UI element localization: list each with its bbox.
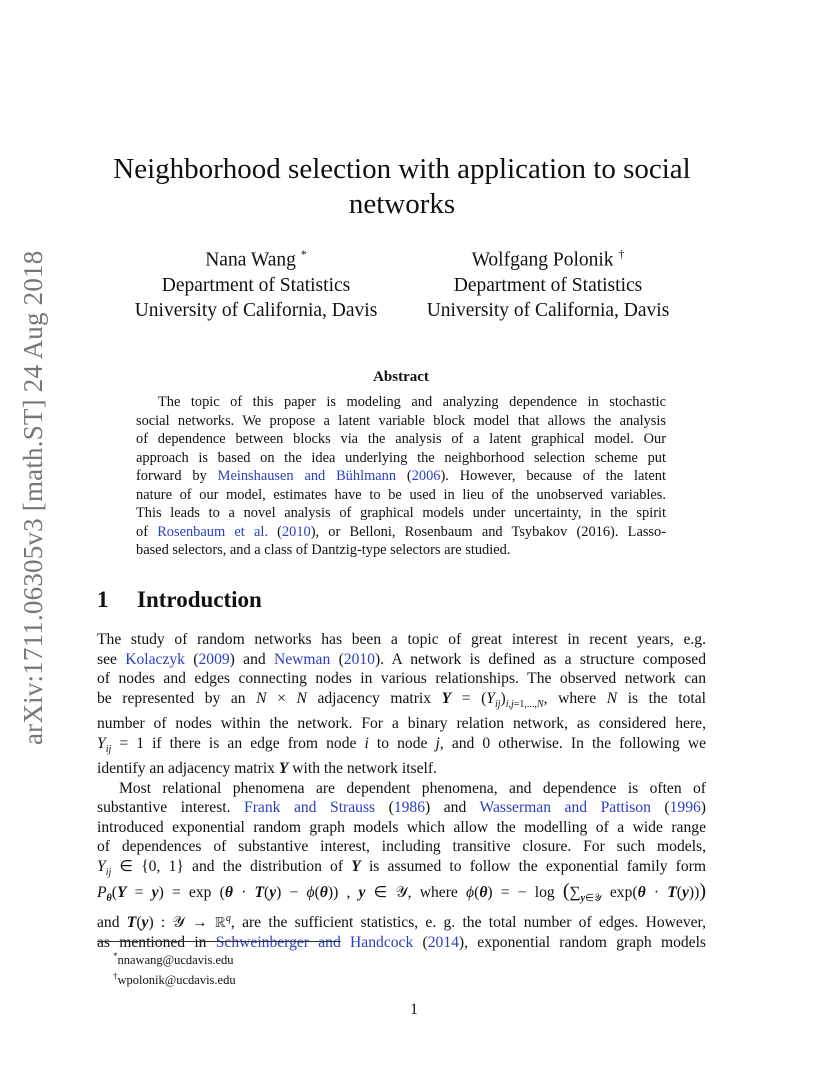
footnote-mark[interactable]: *: [300, 247, 307, 261]
body-text: [97, 630, 706, 952]
author-affiliation: University of California, Davis: [426, 299, 670, 321]
citation-link[interactable]: Rosenbaum et al.: [157, 523, 268, 540]
abstract-line: The topic of this paper is modeling and analyzing dependence in stochastic: [158, 394, 666, 410]
section-heading: [97, 587, 262, 613]
arxiv-stamp: arXiv:1711.06305v3 [math.ST] 24 Aug 2018: [18, 250, 48, 745]
footnote-email: nnawang@ucdavis.edu: [117, 953, 234, 968]
body-line: $P_\theta(Y = y) = \exp (\theta \cdot T(y) - \phi(\theta))$ , y ∈ 𝒴, where ϕ(θ) = − $\log (\sum_{y\in 𝒴}$ exp(θ · T(y))): [97, 880, 706, 905]
body-line: and T(y) : 𝒴 → ℝ$^q$, are the sufficient statistics, e. g. the total number of edges. However,: [97, 912, 706, 932]
author-name: Nana Wang: [205, 249, 296, 271]
footnotes: [113, 948, 236, 988]
abstract-heading: Abstract: [373, 369, 429, 385]
citation-year-link[interactable]: 1986: [393, 799, 425, 817]
citation-year-link[interactable]: 2006: [411, 468, 441, 484]
abstract-text: [136, 393, 666, 560]
body-line: of nodes and edges connecting nodes in various relationships. The observed network can: [97, 670, 706, 687]
body-line: of dependences of substantive interest, including transitive closure. For such models,: [97, 838, 706, 856]
citation-link[interactable]: Frank and Strauss: [244, 799, 376, 817]
author-department: Department of Statistics: [161, 274, 351, 296]
citation-link[interactable]: Meinshausen and Bühlmann: [217, 468, 397, 484]
author-name: Wolfgang Polonik: [471, 249, 614, 271]
abstract-line: of Rosenbaum et al. (2010), or Belloni, Rosenbaum and Tsybakov (2016). Lasso-: [136, 523, 667, 540]
footnote-mark[interactable]: †: [618, 247, 625, 261]
body-line: as mentioned in Schweinberger and Handcock (2014), exponential random graph models: [97, 933, 707, 951]
body-line: identify an adjacency matrix Y with the network itself.: [97, 760, 437, 778]
citation-link[interactable]: Newman: [273, 650, 331, 668]
section-number: 1: [97, 587, 109, 612]
citation-year-link[interactable]: 2014: [427, 933, 459, 951]
abstract-line: social networks. We propose a latent variable block model that allows the analysis: [136, 412, 666, 429]
page-number: 1: [410, 1001, 418, 1018]
author-affiliation: University of California, Davis: [134, 299, 378, 321]
body-line: Most relational phenomena are dependent phenomena, and dependence is often of: [119, 779, 706, 797]
footnote-email: wpolonik@ucdavis.edu: [117, 973, 236, 988]
body-line: number of nodes within the network. For a binary relation network, as considered here,: [97, 715, 706, 733]
body-line: The study of random networks has been a topic of great interest in recent years, e.g.: [97, 631, 706, 648]
body-line: $Y_{ij}$ ∈ {0, 1} and the distribution of Y is assumed to follow the exponential family form: [97, 857, 706, 878]
body-line: introduced exponential random graph models which allow the modelling of a wide range: [97, 818, 706, 836]
abstract-line: of dependence between blocks via the analysis of a latent graphical model. Our: [136, 431, 666, 447]
author-block-2: [410, 242, 686, 323]
abstract-line: forward by Meinshausen and Bühlmann (2006). However, because of the latent: [136, 468, 666, 484]
body-line: be represented by an N × N adjacency matrix $Y = (Y_{ij})_{i,j=1,...,N}$, where N is the total: [97, 689, 706, 710]
citation-link[interactable]: Wasserman and Pattison: [479, 799, 651, 817]
abstract-line: approach is based on the idea underlying the neighborhood selection scheme put: [136, 449, 666, 466]
citation-year-link[interactable]: 1996: [669, 799, 701, 817]
citation-link[interactable]: Schweinberger and Handcock: [215, 933, 414, 951]
body-line: $Y_{ij} = 1$ if there is an edge from node i to node j, and 0 otherwise. In the following we: [97, 734, 706, 755]
footnote-rule: [97, 941, 341, 942]
footnote: *nnawang@ucdavis.edu: [113, 951, 234, 968]
body-line: see Kolaczyk (2009) and Newman (2010). A network is defined as a structure composed: [97, 650, 706, 668]
citation-year-link[interactable]: 2010: [343, 650, 375, 668]
citation-link[interactable]: Kolaczyk: [125, 650, 185, 668]
body-line: substantive interest. Frank and Strauss (1986) and Wasserman and Pattison (1996): [97, 799, 706, 817]
author-block-1: [118, 242, 394, 323]
author-department: Department of Statistics: [453, 274, 643, 296]
abstract-line: This leads to a novel analysis of graphical models under uncertainty, in the spirit: [136, 505, 666, 521]
citation-year-link[interactable]: 2009: [198, 650, 230, 668]
abstract-line: nature of our model, estimates have to be used in lieu of the unobserved variables.: [136, 486, 666, 503]
section-title: Introduction: [137, 587, 262, 612]
abstract-line: based selectors, and a class of Dantzig-type selectors are studied.: [136, 542, 511, 558]
paper-title: Neighborhood selection with application to social networks: [113, 153, 691, 220]
footnote: †wpolonik@ucdavis.edu: [113, 971, 236, 988]
citation-year-link[interactable]: 2010: [281, 523, 311, 540]
